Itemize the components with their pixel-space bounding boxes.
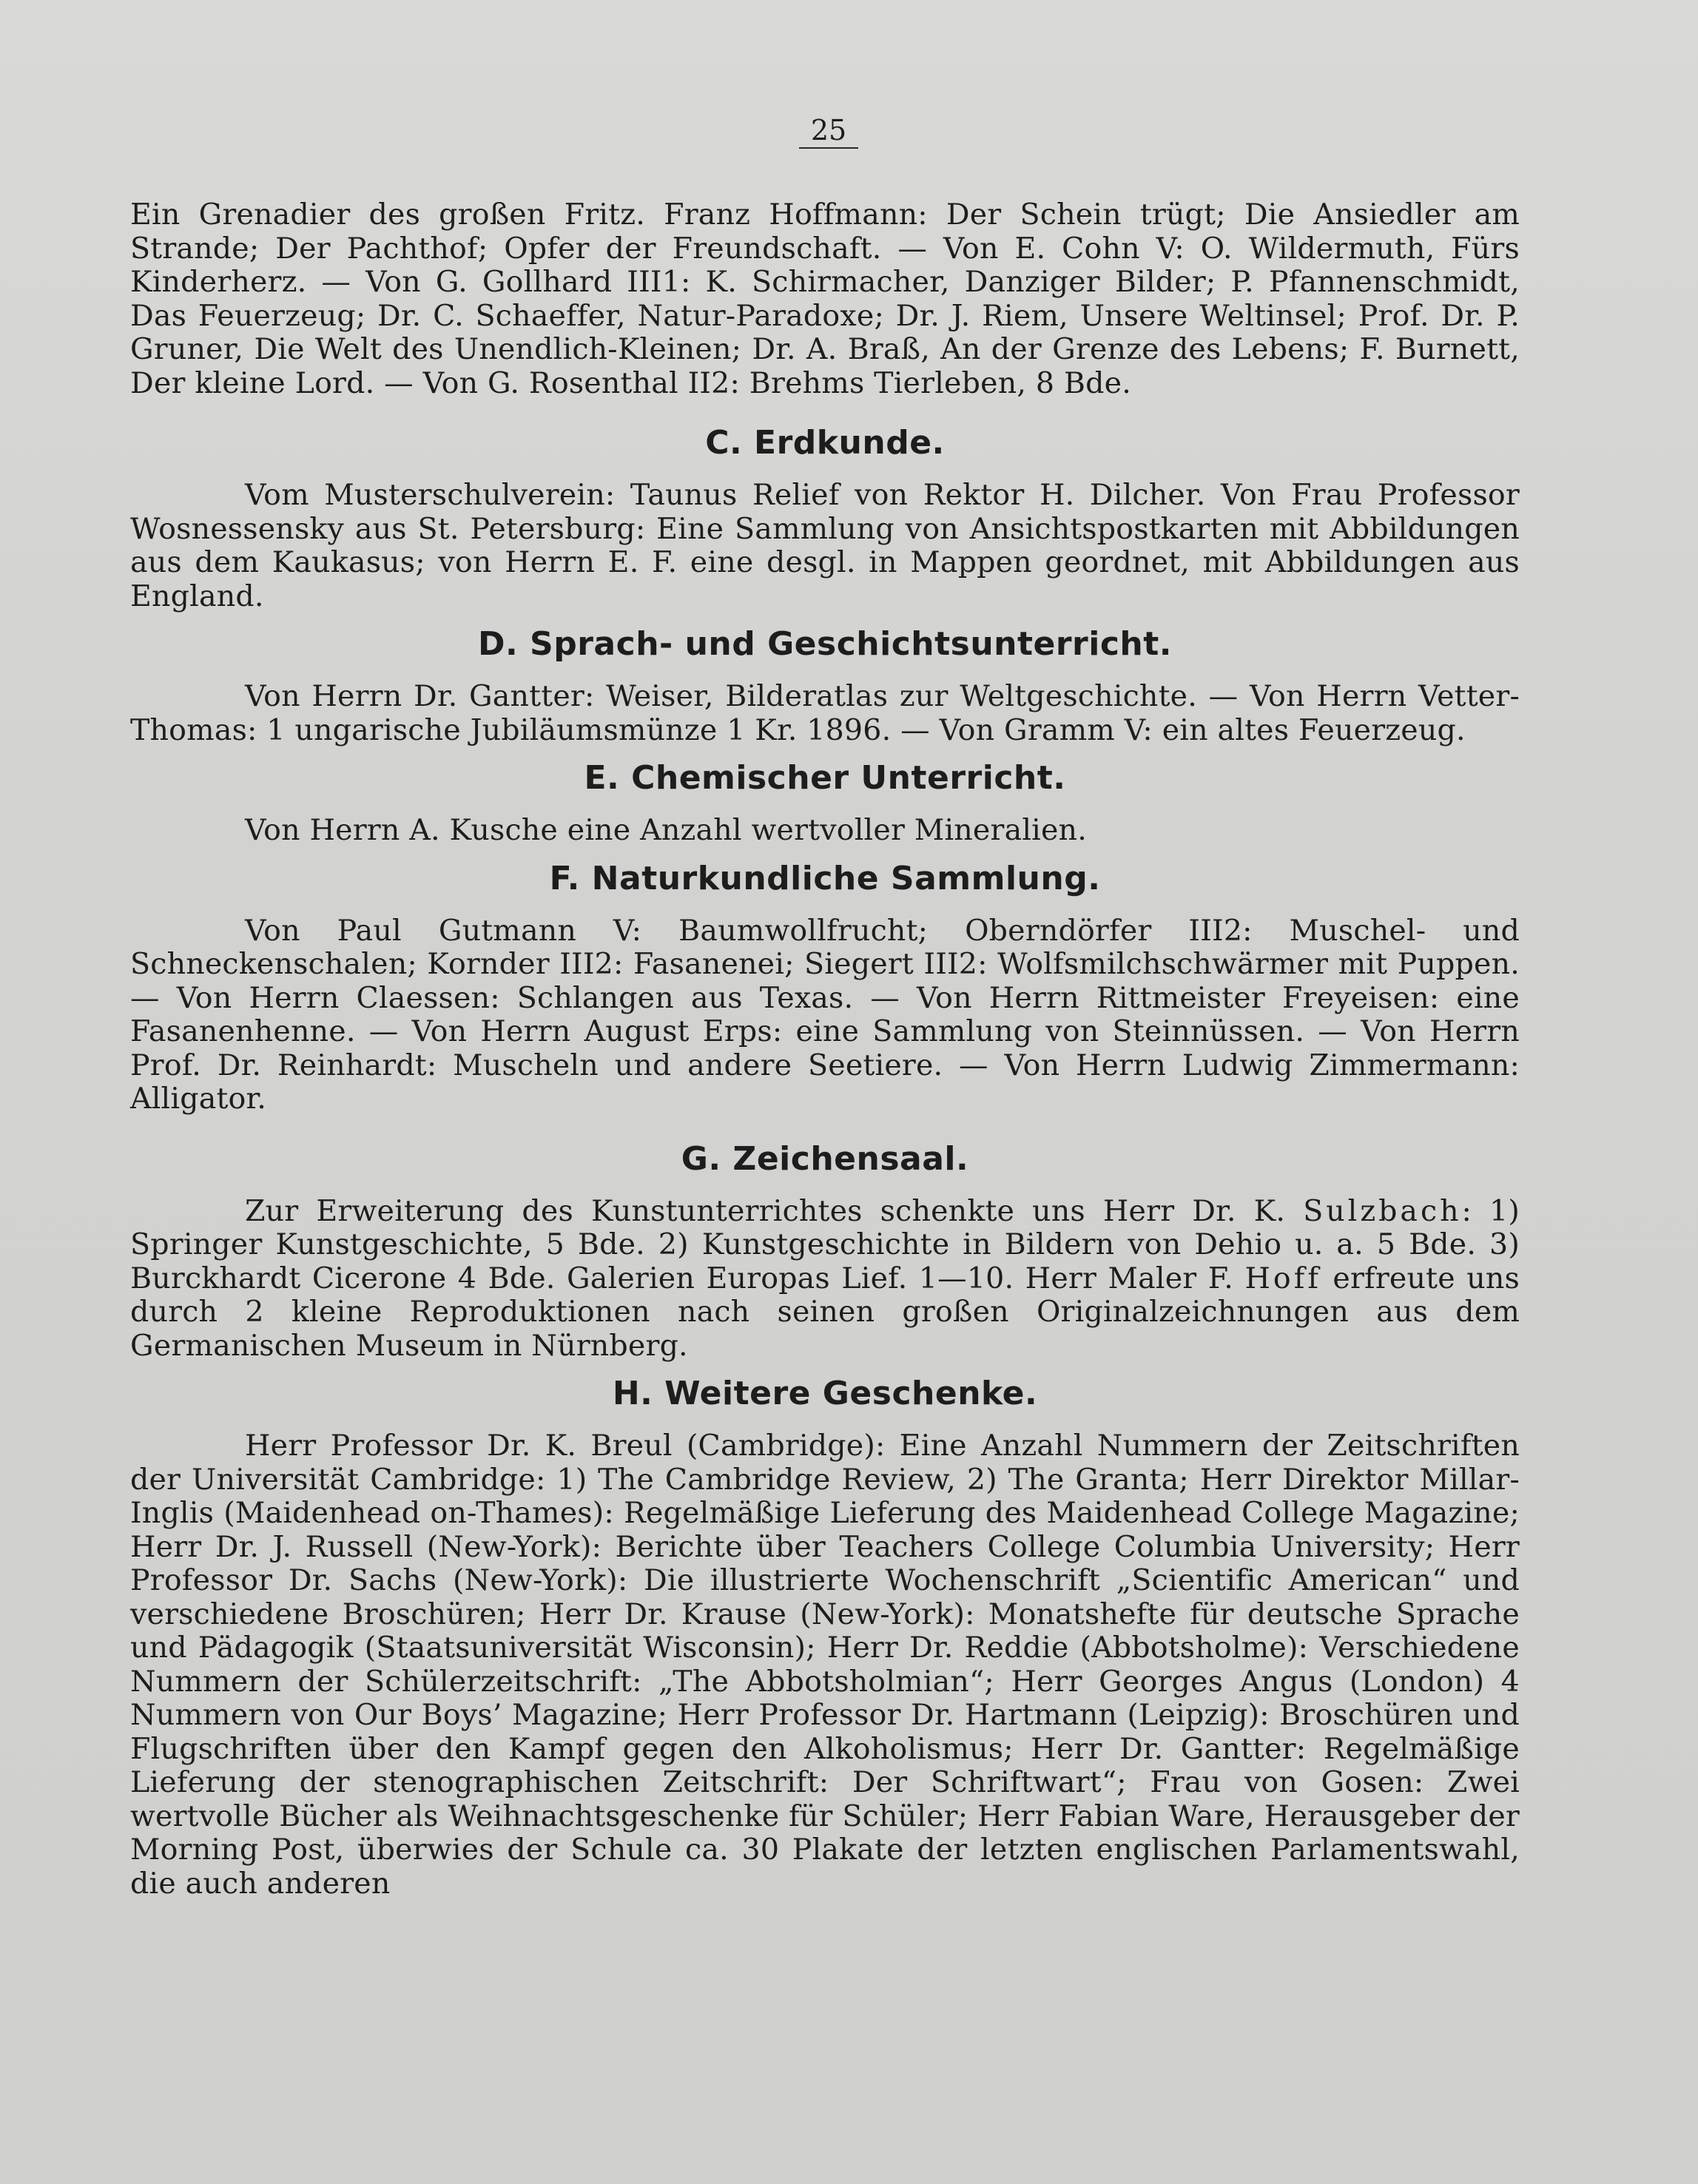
zeichensaal-text-part-3: erfreute uns durch 2 kleine Reproduktionen nach seinen großen Originalzeichnungen aus dem Germanischen Museum in Nürnberg. <box>130 1261 1520 1363</box>
zeichensaal-text-part-2: : 1) Springer Kunstgeschichte, 5 Bde. 2) Kunstgeschichte in Bildern von Dehio u. a. 5 Bde. 3) Burckhardt Cicerone 4 Bde. Galerien Europas Lief. 1—10. Herr Maler F. <box>130 1193 1520 1295</box>
section-text-zeichensaal <box>130 1195 1520 1364</box>
donor-name-hoff: Hoff <box>1244 1261 1321 1295</box>
section-text-chemie: Von Herrn A. Kusche eine Anzahl wertvoller Mineralien. <box>245 813 1087 847</box>
section-heading-sprach-geschichte: D. Sprach- und Geschichtsunterricht. <box>477 625 1172 663</box>
intro-paragraph: Ein Grenadier des großen Fritz. Franz Hoffmann: Der Schein trügt; Die Ansiedler am Strande; Der Pachthof; Opfer der Freundschaft. — Von E. Cohn V: O. Wildermuth, Fürs Kinderherz. — Von G. Gollhard III1: K. Schirmacher, Danziger Bilder; P. Pfannenschmidt, Das Feuerzeug; Dr. C. Schaeffer, Natur-Paradoxe; Dr. J. Riem, Unsere Weltinsel; Prof. Dr. P. Gruner, Die Welt des Unendlich-Kleinen; Dr. A. Braß, An der Grenze des Lebens; F. Burnett, Der kleine Lord. — Von G. Rosenthal II2: Brehms Tierleben, 8 Bde. <box>130 198 1520 400</box>
section-text-weitere-geschenke: Herr Professor Dr. K. Breul (Cambridge): Eine Anzahl Nummern der Zeitschriften der Universität Cambridge: 1) The Cambridge Review, 2) The Granta; Herr Direktor Millar-Inglis (Maidenhead on-Thames): Regelmäßige Lieferung des Maidenhead College Magazine; Herr Dr. J. Russell (New-York): Berichte über Teachers College Columbia University; Herr Professor Dr. Sachs (New-York): Die illustrierte Wochenschrift „Scientific American“ und verschiedene Broschüren; Herr Dr. Krause (New-York): Monatshefte für deutsche Sprache und Pädagogik (Staatsuniversität Wisconsin); Herr Dr. Reddie (Abbotsholme): Verschiedene Nummern der Schülerzeitschrift: „The Abbotsholmian“; Herr Georges Angus (London) 4 Nummern von Our Boys’ Magazine; Herr Professor Dr. Hartmann (Leipzig): Broschüren und Flugschriften über den Kampf gegen den Alkoholismus; Herr Dr. Gantter: Regelmäßige Lieferung der stenographischen Zeitschrift: Der Schriftwart“; Frau von Gosen: Zwei wertvolle Bücher als Weihnachtsgeschenke für Schüler; Herr Fabian Ware, Herausgeber der Morning Post, überwies der Schule ca. 30 Plakate der letzten englischen Parlamentswahl, die auch anderen <box>130 1429 1520 1901</box>
section-heading-weitere-geschenke: H. Weitere Geschenke. <box>612 1375 1038 1412</box>
zeichensaal-text-part-1: Zur Erweiterung des Kunstunterrichtes schenkte uns Herr Dr. K. <box>245 1193 1286 1228</box>
section-heading-zeichensaal: G. Zeichensaal. <box>681 1139 969 1178</box>
page-body <box>130 198 1520 1901</box>
section-heading-chemie: E. Chemischer Unterricht. <box>584 759 1066 797</box>
page-number: 25 <box>799 113 858 149</box>
donor-name-sulzbach: Sulzbach <box>1303 1193 1462 1228</box>
section-heading-erdkunde: C. Erdkunde. <box>705 424 945 462</box>
section-text-erdkunde: Vom Musterschulverein: Taunus Relief von Rektor H. Dilcher. Von Frau Professor Wosnessensky aus St. Petersburg: Eine Sammlung von Ansichtspostkarten mit Abbildungen aus dem Kaukasus; von Herrn E. F. eine desgl. in Mappen geordnet, mit Abbildungen aus England. <box>130 478 1520 613</box>
section-text-sprach-geschichte: Von Herrn Dr. Gantter: Weiser, Bilderatlas zur Weltgeschichte. — Von Herrn Vetter-Thomas: 1 ungarische Jubiläumsmünze 1 Kr. 1896. — Von Gramm V: ein altes Feuerzeug. <box>130 679 1520 747</box>
section-heading-naturkunde: F. Naturkundliche Sammlung. <box>549 859 1101 897</box>
section-text-naturkunde: Von Paul Gutmann V: Baumwollfrucht; Oberndörfer III2: Muschel- und Schneckenschalen; Kornder III2: Fasanenei; Siegert III2: Wolfsmilchschwärmer mit Puppen. — Von Herrn Claessen: Schlangen aus Texas. — Von Herrn Rittmeister Freyeisen: eine Fasanenhenne. — Von Herrn August Erps: eine Sammlung von Steinnüssen. — Von Herrn Prof. Dr. Reinhardt: Muscheln und andere Seetiere. — Von Herrn Ludwig Zimmermann: Alligator. <box>130 913 1520 1116</box>
